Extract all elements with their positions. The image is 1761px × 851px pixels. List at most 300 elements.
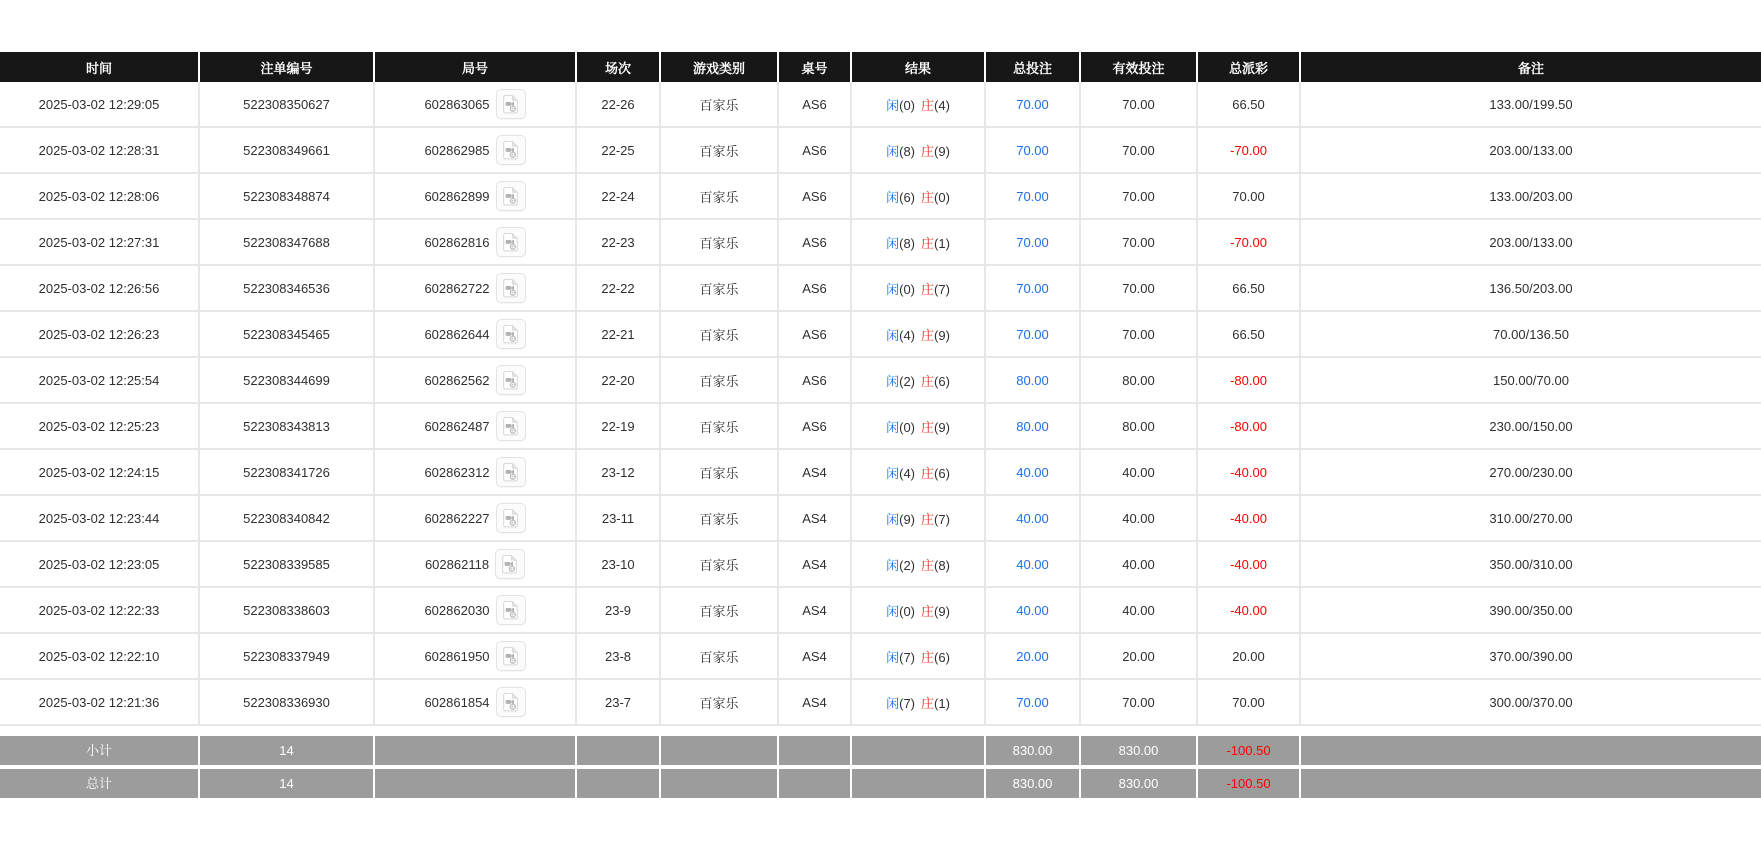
table-row [0, 634, 1761, 680]
result-cell [852, 588, 986, 634]
total-bet-cell [986, 312, 1081, 358]
round-video-button[interactable] [496, 89, 526, 119]
total-bet-link[interactable]: 80.00 [1016, 418, 1049, 434]
video-file-icon [501, 370, 521, 390]
table-number-cell: AS4 [779, 680, 852, 726]
player-result-label: 闲 [886, 189, 900, 205]
table-row [0, 82, 1761, 128]
table-header [0, 52, 1761, 82]
session-cell: 22-24 [577, 174, 661, 220]
remark-cell: 133.00/199.50 [1301, 82, 1761, 128]
table-row [0, 542, 1761, 588]
round-number: 602862644 [424, 326, 490, 342]
table-row [0, 128, 1761, 174]
video-file-icon [501, 94, 521, 114]
bet-number-cell: 522308350627 [200, 82, 375, 128]
total-bet-cell [986, 404, 1081, 450]
subtotal-total-payout: -100.50 [1198, 736, 1301, 765]
subtotal-valid-bet: 830.00 [1081, 736, 1198, 765]
subtotal-empty-round [375, 736, 577, 765]
grand-total-label: 总计 [0, 769, 200, 798]
remark-cell: 203.00/133.00 [1301, 128, 1761, 174]
player-result-label: 闲 [886, 557, 900, 573]
bet-number-cell: 522308341726 [200, 450, 375, 496]
total-bet-cell [986, 174, 1081, 220]
valid-bet-cell: 70.00 [1081, 174, 1198, 220]
video-file-icon [501, 692, 521, 712]
banker-result-label: 庄 [921, 649, 935, 665]
video-file-icon [500, 554, 520, 574]
grand-total-empty-result [852, 769, 986, 798]
grand-total-count: 14 [200, 769, 375, 798]
round-video-button[interactable] [496, 135, 526, 165]
banker-result-label: 庄 [921, 419, 935, 435]
total-bet-cell [986, 542, 1081, 588]
session-cell: 22-22 [577, 266, 661, 312]
remark-cell: 230.00/150.00 [1301, 404, 1761, 450]
subtotal-empty-remark [1301, 736, 1761, 765]
remark-cell: 133.00/203.00 [1301, 174, 1761, 220]
banker-result-value: (6) [934, 373, 950, 389]
round-number: 602861950 [424, 648, 490, 664]
round-video-button[interactable] [496, 457, 526, 487]
valid-bet-cell: 70.00 [1081, 266, 1198, 312]
round-number-cell [375, 266, 577, 312]
total-payout-cell: 66.50 [1198, 266, 1301, 312]
table-row [0, 450, 1761, 496]
valid-bet-cell: 40.00 [1081, 450, 1198, 496]
total-payout-cell: -40.00 [1198, 542, 1301, 588]
session-cell: 23-8 [577, 634, 661, 680]
round-number-cell [375, 404, 577, 450]
grand-total-empty-round [375, 769, 577, 798]
player-result-label: 闲 [886, 695, 900, 711]
column-header-time: 时间 [0, 52, 200, 82]
total-bet-cell [986, 220, 1081, 266]
game-type-cell: 百家乐 [661, 680, 779, 726]
round-video-button[interactable] [495, 549, 525, 579]
banker-result-value: (8) [934, 557, 950, 573]
table-row [0, 312, 1761, 358]
result-cell [852, 312, 986, 358]
time-cell: 2025-03-02 12:21:36 [0, 680, 200, 726]
grand-total-empty-session [577, 769, 661, 798]
bet-number-cell: 522308336930 [200, 680, 375, 726]
time-cell: 2025-03-02 12:23:44 [0, 496, 200, 542]
remark-cell: 270.00/230.00 [1301, 450, 1761, 496]
time-cell: 2025-03-02 12:29:05 [0, 82, 200, 128]
total-bet-cell [986, 450, 1081, 496]
round-video-button[interactable] [496, 319, 526, 349]
bet-number-cell: 522308340842 [200, 496, 375, 542]
table-number-cell: AS6 [779, 128, 852, 174]
table-number-cell: AS4 [779, 542, 852, 588]
game-type-cell: 百家乐 [661, 404, 779, 450]
remark-cell: 370.00/390.00 [1301, 634, 1761, 680]
result-cell [852, 450, 986, 496]
player-result-value: (0) [899, 97, 915, 113]
video-file-icon [501, 508, 521, 528]
bet-number-cell: 522308347688 [200, 220, 375, 266]
grand-total-total-bet: 830.00 [986, 769, 1081, 798]
column-header-total-payout: 总派彩 [1198, 52, 1301, 82]
banker-result-value: (4) [934, 97, 950, 113]
round-number-cell [375, 358, 577, 404]
banker-result-label: 庄 [921, 143, 935, 159]
game-type-cell: 百家乐 [661, 82, 779, 128]
valid-bet-cell: 40.00 [1081, 588, 1198, 634]
result-cell [852, 634, 986, 680]
game-type-cell: 百家乐 [661, 358, 779, 404]
player-result-label: 闲 [886, 281, 900, 297]
round-number-cell [375, 634, 577, 680]
player-result-value: (0) [899, 281, 915, 297]
valid-bet-cell: 70.00 [1081, 128, 1198, 174]
column-header-table-number: 桌号 [779, 52, 852, 82]
total-payout-cell: 70.00 [1198, 174, 1301, 220]
round-video-button[interactable] [496, 227, 526, 257]
bet-number-cell: 522308338603 [200, 588, 375, 634]
remark-cell: 136.50/203.00 [1301, 266, 1761, 312]
round-video-button[interactable] [496, 365, 526, 395]
total-payout-cell: 20.00 [1198, 634, 1301, 680]
round-number-cell [375, 680, 577, 726]
video-file-icon [501, 232, 521, 252]
round-video-button[interactable] [496, 181, 526, 211]
round-number: 602862722 [424, 280, 490, 296]
game-type-cell: 百家乐 [661, 496, 779, 542]
table-row [0, 174, 1761, 220]
session-cell: 22-21 [577, 312, 661, 358]
session-cell: 23-7 [577, 680, 661, 726]
table-number-cell: AS6 [779, 404, 852, 450]
valid-bet-cell: 70.00 [1081, 312, 1198, 358]
bet-records-table [0, 52, 1761, 726]
subtotal-empty-result [852, 736, 986, 765]
round-number: 602861854 [424, 694, 490, 710]
subtotal-label: 小计 [0, 736, 200, 765]
round-number-cell [375, 312, 577, 358]
total-bet-cell [986, 588, 1081, 634]
game-type-cell: 百家乐 [661, 588, 779, 634]
total-payout-cell: -80.00 [1198, 404, 1301, 450]
game-type-cell: 百家乐 [661, 174, 779, 220]
total-bet-cell [986, 496, 1081, 542]
table-number-cell: AS4 [779, 588, 852, 634]
time-cell: 2025-03-02 12:28:31 [0, 128, 200, 174]
result-cell [852, 404, 986, 450]
video-file-icon [501, 324, 521, 344]
banker-result-value: (9) [934, 327, 950, 343]
banker-result-label: 庄 [921, 557, 935, 573]
banker-result-label: 庄 [921, 695, 935, 711]
total-bet-link[interactable]: 70.00 [1016, 234, 1049, 250]
round-number-cell [375, 174, 577, 220]
result-cell [852, 358, 986, 404]
column-header-remark: 备注 [1301, 52, 1761, 82]
column-header-session: 场次 [577, 52, 661, 82]
player-result-value: (0) [899, 419, 915, 435]
total-payout-cell: -40.00 [1198, 450, 1301, 496]
round-number: 602862487 [424, 418, 490, 434]
player-result-label: 闲 [886, 603, 900, 619]
banker-result-value: (9) [934, 419, 950, 435]
player-result-value: (2) [899, 557, 915, 573]
total-bet-link[interactable]: 70.00 [1016, 188, 1049, 204]
grand-total-total-payout: -100.50 [1198, 769, 1301, 798]
player-result-label: 闲 [886, 97, 900, 113]
valid-bet-cell: 20.00 [1081, 634, 1198, 680]
video-file-icon [501, 140, 521, 160]
session-cell: 22-25 [577, 128, 661, 174]
banker-result-label: 庄 [921, 281, 935, 297]
total-bet-cell [986, 128, 1081, 174]
result-cell [852, 680, 986, 726]
player-result-label: 闲 [886, 649, 900, 665]
banker-result-value: (1) [934, 235, 950, 251]
subtotal-empty-session [577, 736, 661, 765]
column-header-valid-bet: 有效投注 [1081, 52, 1198, 82]
banker-result-label: 庄 [921, 189, 935, 205]
subtotal-count: 14 [200, 736, 375, 765]
valid-bet-cell: 40.00 [1081, 542, 1198, 588]
video-file-icon [501, 600, 521, 620]
time-cell: 2025-03-02 12:25:54 [0, 358, 200, 404]
table-row [0, 358, 1761, 404]
total-bet-link[interactable]: 40.00 [1016, 464, 1049, 480]
total-payout-cell: 66.50 [1198, 312, 1301, 358]
result-cell [852, 82, 986, 128]
round-number-cell [375, 82, 577, 128]
valid-bet-cell: 70.00 [1081, 680, 1198, 726]
column-header-round-number: 局号 [375, 52, 577, 82]
video-file-icon [501, 416, 521, 436]
remark-cell: 300.00/370.00 [1301, 680, 1761, 726]
player-result-label: 闲 [886, 327, 900, 343]
banker-result-label: 庄 [921, 511, 935, 527]
round-video-button[interactable] [496, 641, 526, 671]
result-cell [852, 266, 986, 312]
bet-number-cell: 522308349661 [200, 128, 375, 174]
remark-cell: 150.00/70.00 [1301, 358, 1761, 404]
round-number: 602862985 [424, 142, 490, 158]
round-video-button[interactable] [496, 595, 526, 625]
player-result-label: 闲 [886, 373, 900, 389]
session-cell: 23-12 [577, 450, 661, 496]
banker-result-label: 庄 [921, 97, 935, 113]
video-file-icon [501, 278, 521, 298]
remark-cell: 310.00/270.00 [1301, 496, 1761, 542]
video-file-icon [501, 186, 521, 206]
game-type-cell: 百家乐 [661, 128, 779, 174]
bet-number-cell: 522308343813 [200, 404, 375, 450]
table-number-cell: AS6 [779, 312, 852, 358]
player-result-label: 闲 [886, 465, 900, 481]
bet-number-cell: 522308345465 [200, 312, 375, 358]
column-header-bet-number: 注单编号 [200, 52, 375, 82]
total-bet-link[interactable]: 70.00 [1016, 96, 1049, 112]
column-header-result: 结果 [852, 52, 986, 82]
table-number-cell: AS4 [779, 634, 852, 680]
total-payout-cell: -80.00 [1198, 358, 1301, 404]
player-result-value: (4) [899, 465, 915, 481]
subtotal-row [0, 736, 1761, 765]
session-cell: 23-10 [577, 542, 661, 588]
table-row [0, 404, 1761, 450]
total-bet-link[interactable]: 70.00 [1016, 694, 1049, 710]
valid-bet-cell: 40.00 [1081, 496, 1198, 542]
total-bet-link[interactable]: 70.00 [1016, 326, 1049, 342]
round-number: 602862030 [424, 602, 490, 618]
result-cell [852, 128, 986, 174]
total-bet-link[interactable]: 40.00 [1016, 510, 1049, 526]
game-type-cell: 百家乐 [661, 220, 779, 266]
banker-result-label: 庄 [921, 327, 935, 343]
grand-total-empty-remark [1301, 769, 1761, 798]
player-result-value: (8) [899, 143, 915, 159]
subtotal-empty-game-type [661, 736, 779, 765]
round-video-button[interactable] [496, 503, 526, 533]
round-number: 602862118 [424, 556, 490, 572]
player-result-value: (8) [899, 235, 915, 251]
player-result-value: (9) [899, 511, 915, 527]
round-number-cell [375, 450, 577, 496]
table-number-cell: AS6 [779, 174, 852, 220]
player-result-label: 闲 [886, 419, 900, 435]
valid-bet-cell: 80.00 [1081, 404, 1198, 450]
banker-result-value: (0) [934, 189, 950, 205]
remark-cell: 350.00/310.00 [1301, 542, 1761, 588]
banker-result-value: (6) [934, 465, 950, 481]
video-file-icon [501, 646, 521, 666]
total-bet-link[interactable]: 70.00 [1016, 142, 1049, 158]
result-cell [852, 220, 986, 266]
game-type-cell: 百家乐 [661, 450, 779, 496]
game-type-cell: 百家乐 [661, 542, 779, 588]
bet-number-cell: 522308348874 [200, 174, 375, 220]
total-bet-link[interactable]: 40.00 [1016, 602, 1049, 618]
player-result-label: 闲 [886, 511, 900, 527]
column-header-total-bet: 总投注 [986, 52, 1081, 82]
total-bet-link[interactable]: 20.00 [1016, 648, 1049, 664]
session-cell: 23-9 [577, 588, 661, 634]
round-number: 602862562 [424, 372, 490, 388]
time-cell: 2025-03-02 12:26:56 [0, 266, 200, 312]
session-cell: 23-11 [577, 496, 661, 542]
session-cell: 22-26 [577, 82, 661, 128]
time-cell: 2025-03-02 12:25:23 [0, 404, 200, 450]
banker-result-label: 庄 [921, 235, 935, 251]
total-bet-link[interactable]: 80.00 [1016, 372, 1049, 388]
valid-bet-cell: 70.00 [1081, 82, 1198, 128]
table-row [0, 496, 1761, 542]
bet-number-cell: 522308339585 [200, 542, 375, 588]
table-row [0, 266, 1761, 312]
total-bet-cell [986, 82, 1081, 128]
total-bet-link[interactable]: 40.00 [1016, 556, 1049, 572]
total-bet-cell [986, 358, 1081, 404]
remark-cell: 70.00/136.50 [1301, 312, 1761, 358]
table-row [0, 680, 1761, 726]
session-cell: 22-20 [577, 358, 661, 404]
remark-cell: 390.00/350.00 [1301, 588, 1761, 634]
table-number-cell: AS4 [779, 496, 852, 542]
total-bet-link[interactable]: 70.00 [1016, 280, 1049, 296]
subtotal-total-bet: 830.00 [986, 736, 1081, 765]
remark-cell: 203.00/133.00 [1301, 220, 1761, 266]
time-cell: 2025-03-02 12:22:10 [0, 634, 200, 680]
table-number-cell: AS6 [779, 266, 852, 312]
total-bet-cell [986, 634, 1081, 680]
round-number: 602862816 [424, 234, 490, 250]
banker-result-value: (7) [934, 281, 950, 297]
round-number-cell [375, 220, 577, 266]
round-number-cell [375, 128, 577, 174]
banker-result-value: (7) [934, 511, 950, 527]
grand-total-row [0, 769, 1761, 798]
total-payout-cell: 70.00 [1198, 680, 1301, 726]
round-number: 602862899 [424, 188, 490, 204]
table-number-cell: AS6 [779, 82, 852, 128]
round-video-button[interactable] [496, 273, 526, 303]
game-type-cell: 百家乐 [661, 634, 779, 680]
round-video-button[interactable] [496, 411, 526, 441]
time-cell: 2025-03-02 12:27:31 [0, 220, 200, 266]
result-cell [852, 496, 986, 542]
round-video-button[interactable] [496, 687, 526, 717]
player-result-label: 闲 [886, 143, 900, 159]
session-cell: 22-23 [577, 220, 661, 266]
round-number-cell [375, 588, 577, 634]
game-type-cell: 百家乐 [661, 312, 779, 358]
total-bet-cell [986, 680, 1081, 726]
player-result-value: (4) [899, 327, 915, 343]
banker-result-value: (9) [934, 143, 950, 159]
session-cell: 22-19 [577, 404, 661, 450]
result-cell [852, 542, 986, 588]
player-result-label: 闲 [886, 235, 900, 251]
grand-total-empty-table [779, 769, 852, 798]
player-result-value: (7) [899, 695, 915, 711]
valid-bet-cell: 80.00 [1081, 358, 1198, 404]
grand-total-valid-bet: 830.00 [1081, 769, 1198, 798]
banker-result-label: 庄 [921, 373, 935, 389]
banker-result-label: 庄 [921, 465, 935, 481]
table-number-cell: AS6 [779, 220, 852, 266]
player-result-value: (6) [899, 189, 915, 205]
time-cell: 2025-03-02 12:28:06 [0, 174, 200, 220]
table-row [0, 220, 1761, 266]
total-payout-cell: -70.00 [1198, 220, 1301, 266]
grand-total-empty-game-type [661, 769, 779, 798]
round-number-cell [375, 496, 577, 542]
bet-table-body [0, 82, 1761, 726]
total-bet-cell [986, 266, 1081, 312]
round-number: 602862312 [424, 464, 490, 480]
bet-number-cell: 522308344699 [200, 358, 375, 404]
player-result-value: (0) [899, 603, 915, 619]
total-payout-cell: -40.00 [1198, 496, 1301, 542]
banker-result-value: (6) [934, 649, 950, 665]
result-cell [852, 174, 986, 220]
bet-number-cell: 522308337949 [200, 634, 375, 680]
subtotal-empty-table [779, 736, 852, 765]
bet-number-cell: 522308346536 [200, 266, 375, 312]
time-cell: 2025-03-02 12:26:23 [0, 312, 200, 358]
table-number-cell: AS6 [779, 358, 852, 404]
player-result-value: (2) [899, 373, 915, 389]
video-file-icon [501, 462, 521, 482]
